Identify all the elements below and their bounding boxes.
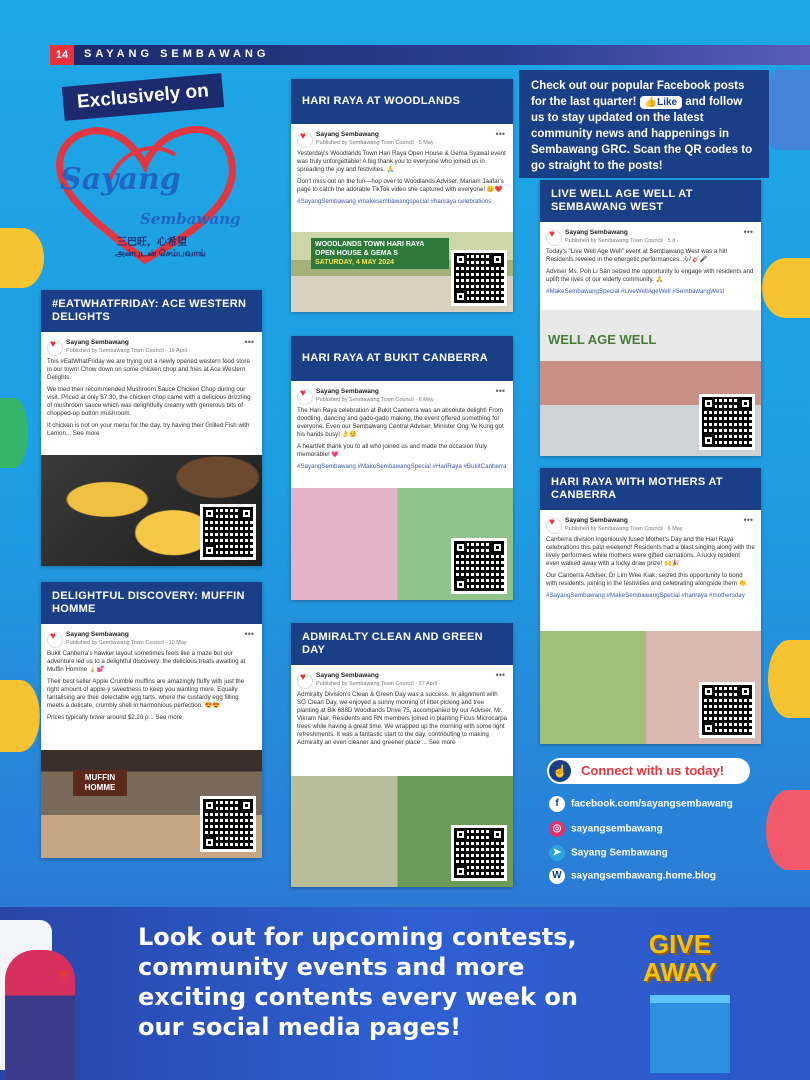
post-paragraph: Don't miss out on the fun—hop over to Woodlands Adviser, Mariam Jaafar's page to catch the adorable TikTok video she captured with everyone! 😊❤️ bbox=[297, 178, 504, 193]
qr-finder-mark bbox=[491, 541, 504, 554]
more-options-icon[interactable]: ••• bbox=[743, 515, 753, 525]
logo-word-sembawang: Sembawang bbox=[140, 210, 241, 228]
qr-finder-mark bbox=[739, 397, 752, 410]
qr-finder-mark bbox=[240, 507, 253, 520]
hand-tap-icon: ☝ bbox=[549, 760, 571, 782]
post-paragraph: Our Canberra Adviser, Dr Lim Wee Kiak, seized this opportunity to bond with residents, joining in the festivities and celebrating alongside them 👏 bbox=[546, 572, 747, 587]
qr-finder-mark bbox=[454, 865, 467, 878]
page-name: Sayang Sembawang bbox=[565, 229, 628, 236]
more-options-icon[interactable]: ••• bbox=[495, 129, 505, 139]
qr-code[interactable] bbox=[451, 825, 507, 881]
event-banner bbox=[311, 238, 449, 269]
post-hashtags: #SayangSembawang #makesembawangspecial #hariraya celebrations bbox=[297, 198, 492, 205]
qr-finder-mark bbox=[454, 578, 467, 591]
facebook-intro-text-2: and follow us to stay updated on the latest community news and happenings in Sembawang GRC. Scan the QR codes to go straight to the posts! bbox=[531, 96, 753, 172]
post-paragraph: Yesterday's Woodlands Town Hari Raya Open House & Gema Syawal event was truly unforgettable! A big thank you to everyone who joined us in spreading the joy and festivities. 🙏 bbox=[297, 150, 506, 173]
qr-code[interactable] bbox=[699, 682, 755, 738]
play-icon bbox=[766, 790, 810, 870]
post-meta: Published by Sembawang Town Council · 6 May · bbox=[565, 526, 686, 532]
facebook-intro-text-1: Check out our popular Facebook posts for the last quarter! bbox=[531, 80, 745, 108]
post-paragraph: Admiralty Division's Clean & Green Day was a success. In alignment with SG Clean Day, we enjoyed a sunny morning of litter picking and tree planting at Blk 688D Woodlands Drive 75, accompanied by our Adviser, Mr. Vikram Nair, Residents and RN members joined in planting Ficus Microcarpa trees while having a great time. We wrapped up the morning with some light refreshments. It was a fantastic start to the day, contributing to making Admiralty an even cleaner and greener place ... See more bbox=[297, 691, 508, 746]
post-meta: Published by Sembawang Town Council · 10 May · bbox=[66, 640, 191, 646]
facebook-icon: f bbox=[549, 796, 565, 812]
post-paragraph: Bukit Canberra's hawker layout sometimes feels like a maze but our adventure led us to a delightful discovery: the delicious treats awaiting at Muffin Homme 🍦💕 bbox=[47, 650, 246, 673]
card-title: #EATWHATFRIDAY: ACE WESTERN DELIGHTS bbox=[41, 290, 262, 332]
qr-finder-mark bbox=[203, 836, 216, 849]
facebook-like-deco-icon bbox=[770, 70, 810, 150]
post-card-live-well[interactable] bbox=[540, 180, 761, 456]
social-label: sayangsembawang bbox=[571, 823, 663, 835]
telegram-icon: ➤ bbox=[549, 845, 565, 861]
social-label: sayangsembawang.home.blog bbox=[571, 870, 717, 882]
more-options-icon[interactable]: ••• bbox=[244, 337, 254, 347]
kiss-emoji-icon bbox=[762, 258, 810, 318]
post-meta: Published by Sembawang Town Council · 19 April · bbox=[66, 348, 191, 354]
card-title: HARI RAYA AT WOODLANDS bbox=[291, 79, 513, 124]
card-title: HARI RAYA AT BUKIT CANBERRA bbox=[291, 336, 513, 381]
giveaway-graphic bbox=[625, 925, 745, 1015]
social-link-blog[interactable] bbox=[549, 868, 716, 884]
banner-date: SATURDAY, 4 MAY 2024 bbox=[315, 259, 394, 266]
connect-title: Connect with us today! bbox=[547, 758, 750, 784]
heart-eyes-emoji-icon bbox=[0, 228, 44, 288]
post-meta: Published by Sembawang Town Council · 27 April · bbox=[316, 681, 441, 687]
page-name: Sayang Sembawang bbox=[66, 339, 129, 346]
qr-finder-mark bbox=[702, 722, 715, 735]
post-paragraph: Adviser Ms. Poh Li San seized the opportunity to engage with residents and uplift the lives of our elderly community. 🙏 bbox=[546, 268, 754, 283]
shop-sign: MUFFIN HOMME bbox=[73, 770, 127, 796]
social-label: facebook.com/sayangsembawang bbox=[571, 798, 733, 810]
page-header bbox=[0, 45, 810, 65]
post-paragraph: The Hari Raya celebration at Bukit Canberra was an absolute delight! From doodling, dancing and gado-gado making, the event offered something for everyone. Even our Sembawang Central Adviser, Minister Ong Ye Kung got his hands busy! 👌😊 bbox=[297, 407, 504, 438]
post-paragraph: A heartfelt thank you to all who joined us and made the occasion truly memorable! 💗 bbox=[297, 443, 487, 458]
event-sign: WELL AGE WELL bbox=[548, 332, 657, 347]
page-name: Sayang Sembawang bbox=[316, 131, 379, 138]
post-hashtags: #SayangSembawang #MakeSembawangSpecial #hariraya #mothersday bbox=[546, 592, 745, 599]
bottom-message: Look out for upcoming contests, community events and more exciting contents every week on our social media pages! bbox=[138, 923, 578, 1041]
more-options-icon[interactable]: ••• bbox=[495, 386, 505, 396]
qr-code[interactable] bbox=[699, 394, 755, 450]
logo-tamil-tagline: அன்புடன் செம்பவாங் bbox=[115, 248, 206, 258]
more-options-icon[interactable]: ••• bbox=[495, 670, 505, 680]
post-card-woodlands[interactable] bbox=[291, 79, 513, 312]
like-label: Like bbox=[657, 97, 678, 108]
facebook-intro-box bbox=[519, 70, 769, 178]
qr-finder-mark bbox=[491, 253, 504, 266]
page-avatar bbox=[297, 132, 313, 148]
post-meta: Published by Sembawang Town Council · 6 May · bbox=[316, 397, 437, 403]
post-card-mothers[interactable] bbox=[540, 468, 761, 744]
post-paragraph: Today's "Live Well Age Well" event at Sembawang West was a hit! Residents reveled in the energetic performances...🎶🎸🎤 bbox=[546, 248, 728, 263]
logo-chinese-tagline: 三巴旺，心希望 bbox=[117, 237, 187, 248]
card-title: LIVE WELL AGE WELL AT SEMBAWANG WEST bbox=[540, 180, 761, 222]
qr-code[interactable] bbox=[200, 504, 256, 560]
laugh-emoji-icon bbox=[0, 680, 40, 752]
qr-finder-mark bbox=[702, 434, 715, 447]
page-avatar bbox=[47, 340, 63, 356]
qr-finder-mark bbox=[739, 685, 752, 698]
card-title: DELIGHTFUL DISCOVERY: MUFFIN HOMME bbox=[41, 582, 262, 624]
banner-title: WOODLANDS TOWN HARI RAYA OPEN HOUSE & GEMA S bbox=[315, 241, 425, 257]
heart-icon: ♥ bbox=[58, 964, 70, 986]
qr-finder-mark bbox=[203, 799, 216, 812]
exclusively-badge: Exclusively on bbox=[62, 73, 224, 121]
page-avatar bbox=[47, 632, 63, 648]
logo-word-sayang: Sayang bbox=[60, 162, 181, 197]
qr-finder-mark bbox=[454, 828, 467, 841]
page-name: Sayang Sembawang bbox=[316, 388, 379, 395]
page-avatar bbox=[546, 518, 562, 534]
social-link-facebook[interactable] bbox=[549, 796, 733, 812]
post-card-eatwhatfriday[interactable] bbox=[41, 290, 262, 566]
post-paragraph: If chicken is not on your menu for the day, try having their Grilled Fish with Lemon... See more bbox=[47, 422, 250, 437]
qr-finder-mark bbox=[454, 541, 467, 554]
card-title: HARI RAYA WITH MOTHERS AT CANBERRA bbox=[540, 468, 761, 510]
qr-code[interactable] bbox=[451, 538, 507, 594]
card-title: ADMIRALTY CLEAN AND GREEN DAY bbox=[291, 623, 513, 665]
page-name: Sayang Sembawang bbox=[66, 631, 129, 638]
page-avatar bbox=[297, 389, 313, 405]
laugh-emoji-right-icon bbox=[768, 640, 810, 718]
post-meta: Published by Sembawang Town Council · 5 May · bbox=[316, 140, 437, 146]
post-paragraph: Their best seller Apple Crumble muffins are amazingly fluffy with just the right amount of apple-y sweetness to keep you wanting more. Equally tantalising are their delectable egg tarts, where the custardy egg filling meets a delicate, crumbly shell in harmonious perfection. 😍😍 bbox=[47, 678, 245, 709]
post-meta: Published by Sembawang Town Council · 5 d · bbox=[565, 238, 679, 244]
gift-box-icon bbox=[650, 995, 730, 1073]
page-name: Sayang Sembawang bbox=[316, 672, 379, 679]
giveaway-label: GIVE AWAY bbox=[642, 929, 718, 987]
qr-finder-mark bbox=[203, 507, 216, 520]
post-paragraph: Prices typically hover around $2.20 p... See more bbox=[47, 714, 183, 721]
page-avatar bbox=[546, 230, 562, 246]
post-hashtags: #MakeSembawangSpecial #LiveWellAgeWell #SembawangWest bbox=[546, 288, 725, 295]
page-name: Sayang Sembawang bbox=[565, 517, 628, 524]
qr-finder-mark bbox=[702, 397, 715, 410]
post-paragraph: We tried their recommended Mushroom Sauce Chicken Chop during our visit. Priced at only $7.30, the chicken chop came with a delicious drizzling of mushroom sauce which was delightfully creamy with generous bits of chopped-up button mushroom. bbox=[47, 386, 251, 417]
post-paragraph: This #EatWhatFriday we are trying out a newly opened western food store in our town! Chow down on some chicken chop and fries at Ace Western Delights. bbox=[47, 358, 250, 381]
post-hashtags: #SayangSembawang #MakeSembawangSpecial #HariRaya #BukitCanberra bbox=[297, 463, 507, 470]
instagram-icon: ◎ bbox=[549, 821, 565, 837]
social-label: Sayang Sembawang bbox=[571, 847, 668, 859]
post-card-admiralty[interactable] bbox=[291, 623, 513, 887]
qr-finder-mark bbox=[203, 544, 216, 557]
post-card-muffin-homme[interactable] bbox=[41, 582, 262, 858]
qr-finder-mark bbox=[491, 828, 504, 841]
check-icon bbox=[0, 398, 28, 468]
more-options-icon[interactable]: ••• bbox=[244, 629, 254, 639]
more-options-icon[interactable]: ••• bbox=[743, 227, 753, 237]
connect-panel bbox=[537, 748, 762, 888]
page-avatar bbox=[297, 673, 313, 689]
qr-finder-mark bbox=[240, 799, 253, 812]
social-link-instagram[interactable] bbox=[549, 821, 663, 837]
like-button: 👍Like bbox=[640, 96, 682, 109]
page-title: SAYANG SEMBAWANG bbox=[84, 48, 270, 60]
post-card-bukit-canberra[interactable] bbox=[291, 336, 513, 600]
qr-code[interactable] bbox=[200, 796, 256, 852]
wordpress-icon: W bbox=[549, 868, 565, 884]
post-paragraph: Canberra division ingeniously fused Mother's Day and the Hari Raya celebrations this past weekend! Residents had a blast singing along with the lively performers while mothers were gifted carnations. A lucky resident even walked away with a lucky draw prize! 🙌🎉 bbox=[546, 536, 755, 567]
page-number: 14 bbox=[50, 45, 74, 65]
qr-finder-mark bbox=[702, 685, 715, 698]
qr-finder-mark bbox=[454, 290, 467, 303]
qr-code[interactable] bbox=[451, 250, 507, 306]
social-link-telegram[interactable] bbox=[549, 845, 668, 861]
qr-finder-mark bbox=[454, 253, 467, 266]
